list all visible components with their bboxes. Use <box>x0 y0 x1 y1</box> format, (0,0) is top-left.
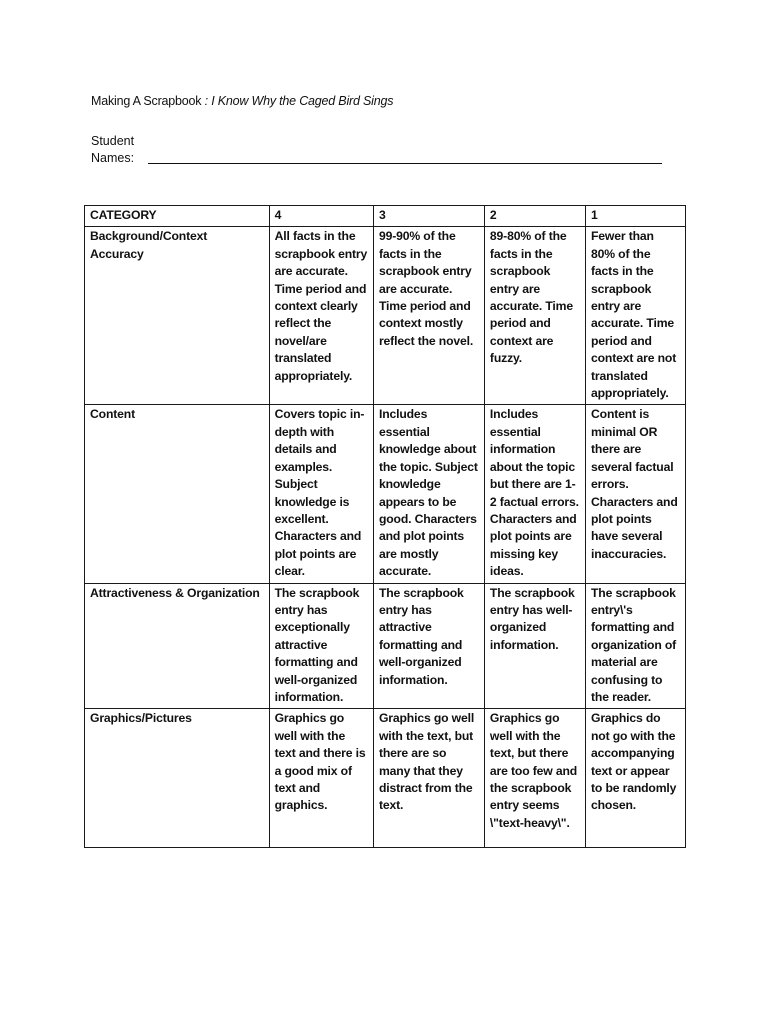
score-3-cell: Includes essential knowledge about the topic. Subject knowledge appears to be good. Characters and plot points are mostly accurate. <box>373 405 484 583</box>
names-blank-line[interactable] <box>148 150 662 164</box>
score-4-cell: Graphics go well with the text and there is a good mix of text and graphics. <box>269 709 373 848</box>
rubric-header-row <box>85 206 686 227</box>
title-book: I Know Why the Caged Bird Sings <box>211 94 394 108</box>
header-category: CATEGORY <box>85 206 270 227</box>
category-cell: Content <box>85 405 270 583</box>
score-1-cell: Fewer than 80% of the facts in the scrapbook entry are accurate. Time period and context are not translated appropriately. <box>586 227 686 405</box>
score-1-cell: Content is minimal OR there are several factual errors. Characters and plot points have several inaccuracies. <box>586 405 686 583</box>
header-score-4: 4 <box>269 206 373 227</box>
category-cell: Graphics/Pictures <box>85 709 270 848</box>
rubric-table <box>84 205 686 848</box>
score-2-cell: 89-80% of the facts in the scrapbook entry are accurate. Time period and context are fuzzy. <box>484 227 585 405</box>
category-cell: Attractiveness & Organization <box>85 583 270 709</box>
title-separator: : <box>201 94 212 108</box>
student-label: Student <box>91 134 135 148</box>
header-score-1: 1 <box>586 206 686 227</box>
score-2-cell: The scrapbook entry has well-organized information. <box>484 583 585 709</box>
score-3-cell: 99-90% of the facts in the scrapbook entry are accurate. Time period and context mostly reflect the novel. <box>373 227 484 405</box>
score-3-cell: Graphics go well with the text, but there are so many that they distract from the text. <box>373 709 484 848</box>
rubric-row-background-context <box>85 227 686 405</box>
score-3-cell: The scrapbook entry has attractive formatting and well-organized information. <box>373 583 484 709</box>
header-score-2: 2 <box>484 206 585 227</box>
document-title <box>91 94 393 108</box>
category-cell: Background/Context Accuracy <box>85 227 270 405</box>
score-2-cell: Graphics go well with the text, but there are too few and the scrapbook entry seems \"text-heavy\". <box>484 709 585 848</box>
title-main: Making A Scrapbook <box>91 94 202 108</box>
names-row <box>91 150 662 167</box>
header-score-3: 3 <box>373 206 484 227</box>
score-2-cell: Includes essential information about the topic but there are 1-2 factual errors. Characters and plot points are missing key ideas. <box>484 405 585 583</box>
student-names-block <box>91 133 662 167</box>
score-4-cell: All facts in the scrapbook entry are accurate. Time period and context clearly reflect the novel/are translated appropriately. <box>269 227 373 405</box>
score-1-cell: The scrapbook entry\'s formatting and organization of material are confusing to the reader. <box>586 583 686 709</box>
names-label: Names: <box>91 151 135 165</box>
score-1-cell: Graphics do not go with the accompanying text or appear to be randomly chosen. <box>586 709 686 848</box>
score-4-cell: Covers topic in-depth with details and examples. Subject knowledge is excellent. Characters and plot points are clear. <box>269 405 373 583</box>
score-4-cell: The scrapbook entry has exceptionally attractive formatting and well-organized information. <box>269 583 373 709</box>
rubric-row-content <box>85 405 686 583</box>
rubric-row-attractiveness <box>85 583 686 709</box>
rubric-row-graphics <box>85 709 686 848</box>
